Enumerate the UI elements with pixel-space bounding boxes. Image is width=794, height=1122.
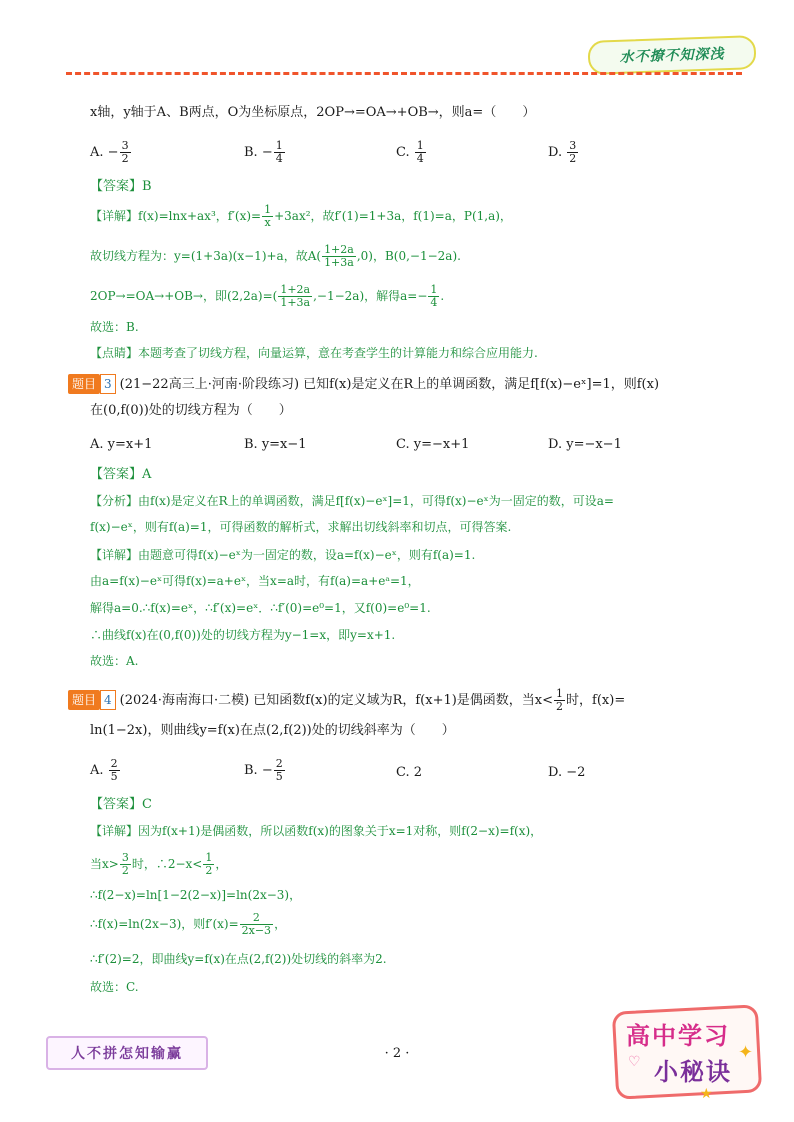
badge-line-2: 小秘诀 (654, 1058, 732, 1086)
q4-option-b: B. − $\frac{2}{5}$ (244, 757, 283, 783)
q2-option-b: B. − $\frac{1}{4}$ (244, 139, 283, 165)
q4-option-a: A. $\frac{2}{5}$ (90, 757, 118, 783)
q2-detail-line-2: 故切线方程为：y=(1+3a)(x−1)+a，故A( $\frac{1+2a}{1+3a}$ ,0)，B(0,−1−2a). (90, 243, 461, 269)
q4-choose: 故选：C. (90, 980, 139, 994)
q4-option-d: D. −2 (548, 765, 586, 780)
q3-option-d: D. y=−x−1 (548, 437, 622, 452)
q4-option-c: C. 2 (396, 765, 423, 780)
q3-analysis-line-2: f(x)−eˣ，则有f(a)=1，可得函数的解析式，求解出切线斜率和切点，可得答案. (90, 520, 512, 534)
q4-stem-line-2: ln(1−2x)，则曲线y=f(x)在点(2,f(2))处的切线斜率为（ ） (90, 723, 455, 738)
star-icon: ★ (700, 1086, 713, 1102)
question-label: 题目 (68, 374, 100, 394)
question-number: 4 (100, 690, 116, 710)
header-dashed-divider (66, 72, 742, 75)
badge-line-1: 高中学习 (626, 1022, 730, 1050)
q2-comment: 【点睛】本题考查了切线方程，向量运算，意在考查学生的计算能力和综合应用能力. (90, 346, 538, 360)
q2-option-c: C. $\frac{1}{4}$ (396, 139, 424, 165)
question-label: 题目 (68, 690, 100, 710)
q4-stem-line-1: 题目 4 (2024·海南海口·二模) 已知函数f(x)的定义域为R，f(x+1)是偶函数，当x< $\frac{1}{2}$ 时，f(x)= (68, 688, 625, 713)
sparkle-icon: ✦ (738, 1042, 754, 1063)
q3-choose: 故选：A. (90, 654, 139, 668)
q2-choose: 故选：B. (90, 320, 139, 334)
q3-answer: 【答案】A (90, 467, 152, 482)
q3-detail-line-4: ∴曲线f(x)在(0,f(0))处的切线方程为y−1=x，即y=x+1. (90, 628, 396, 642)
q3-detail-line-1: 【详解】由题意可得f(x)−eˣ为一固定的数，设a=f(x)−eˣ，则有f(a)=1. (90, 548, 476, 562)
q4-detail-line-2: 当x> $\frac{3}{2}$ 时，∴2−x< $\frac{1}{2}$ ， (90, 851, 228, 877)
q4-detail-line-5: ∴f′(2)=2，即曲线y=f(x)在点(2,f(2))处切线的斜率为2. (90, 952, 387, 966)
q2-detail-line-1: 【详解】f(x)=lnx+ax³，f′(x)= $\frac{1}{x}$ +3ax²，故f′(1)=1+3a，f(1)=a，P(1,a)， (90, 203, 512, 229)
question-number: 3 (100, 374, 116, 394)
q2-answer: 【答案】B (90, 179, 152, 194)
q3-option-c: C. y=−x+1 (396, 437, 470, 452)
q3-stem-line-1: 题目 3 (21−22高三上·河南·阶段练习) 已知f(x)是定义在R上的单调函数，满足f[f(x)−eˣ]=1，则f(x) (68, 374, 659, 394)
study-tips-badge (614, 1002, 764, 1102)
q3-option-b: B. y=x−1 (244, 437, 307, 452)
q2-stem-tail: x轴，y轴于A、B两点，O为坐标原点，2OP→=OA→+OB→，则a=（ ） (90, 105, 536, 120)
page-number: · 2 · (384, 1046, 410, 1061)
footer-slogan: 人不拼怎知输赢 (46, 1036, 208, 1070)
q3-stem-line-2: 在(0,f(0))处的切线方程为（ ） (90, 403, 292, 418)
q4-detail-line-4: ∴f(x)=ln(2x−3)，则f′(x)= $\frac{2}{2x-3}$ ， (90, 911, 287, 937)
q4-answer: 【答案】C (90, 797, 152, 812)
q2-detail-line-3: 2OP→=OA→+OB→，即(2,2a)=( $\frac{1+2a}{1+3a}$ ,−1−2a)，解得a=− $\frac{1}{4}$ . (90, 283, 445, 309)
q4-detail-line-1: 【详解】因为f(x+1)是偶函数，所以函数f(x)的图象关于x=1对称，则f(2−x)=f(x)， (90, 824, 543, 838)
header-slogan: 水不撩不知深浅 (587, 35, 756, 75)
q2-option-a: A. − $\frac{3}{2}$ (90, 139, 129, 165)
q3-option-a: A. y=x+1 (90, 437, 153, 452)
q2-option-d: D. $\frac{3}{2}$ (548, 139, 577, 165)
heart-icon: ♡ (628, 1054, 641, 1070)
q3-detail-line-2: 由a=f(x)−eˣ可得f(x)=a+eˣ，当x=a时，有f(a)=a+eᵃ=1， (90, 574, 420, 588)
q3-analysis-line-1: 【分析】由f(x)是定义在R上的单调函数，满足f[f(x)−eˣ]=1，可得f(x)−eˣ为一固定的数，可设a= (90, 494, 614, 508)
q4-detail-line-3: ∴f(2−x)=ln[1−2(2−x)]=ln(2x−3)， (90, 888, 302, 902)
q3-detail-line-3: 解得a=0.∴f(x)=eˣ，∴f′(x)=eˣ．∴f′(0)=e⁰=1，又f(0)=e⁰=1. (90, 601, 431, 615)
